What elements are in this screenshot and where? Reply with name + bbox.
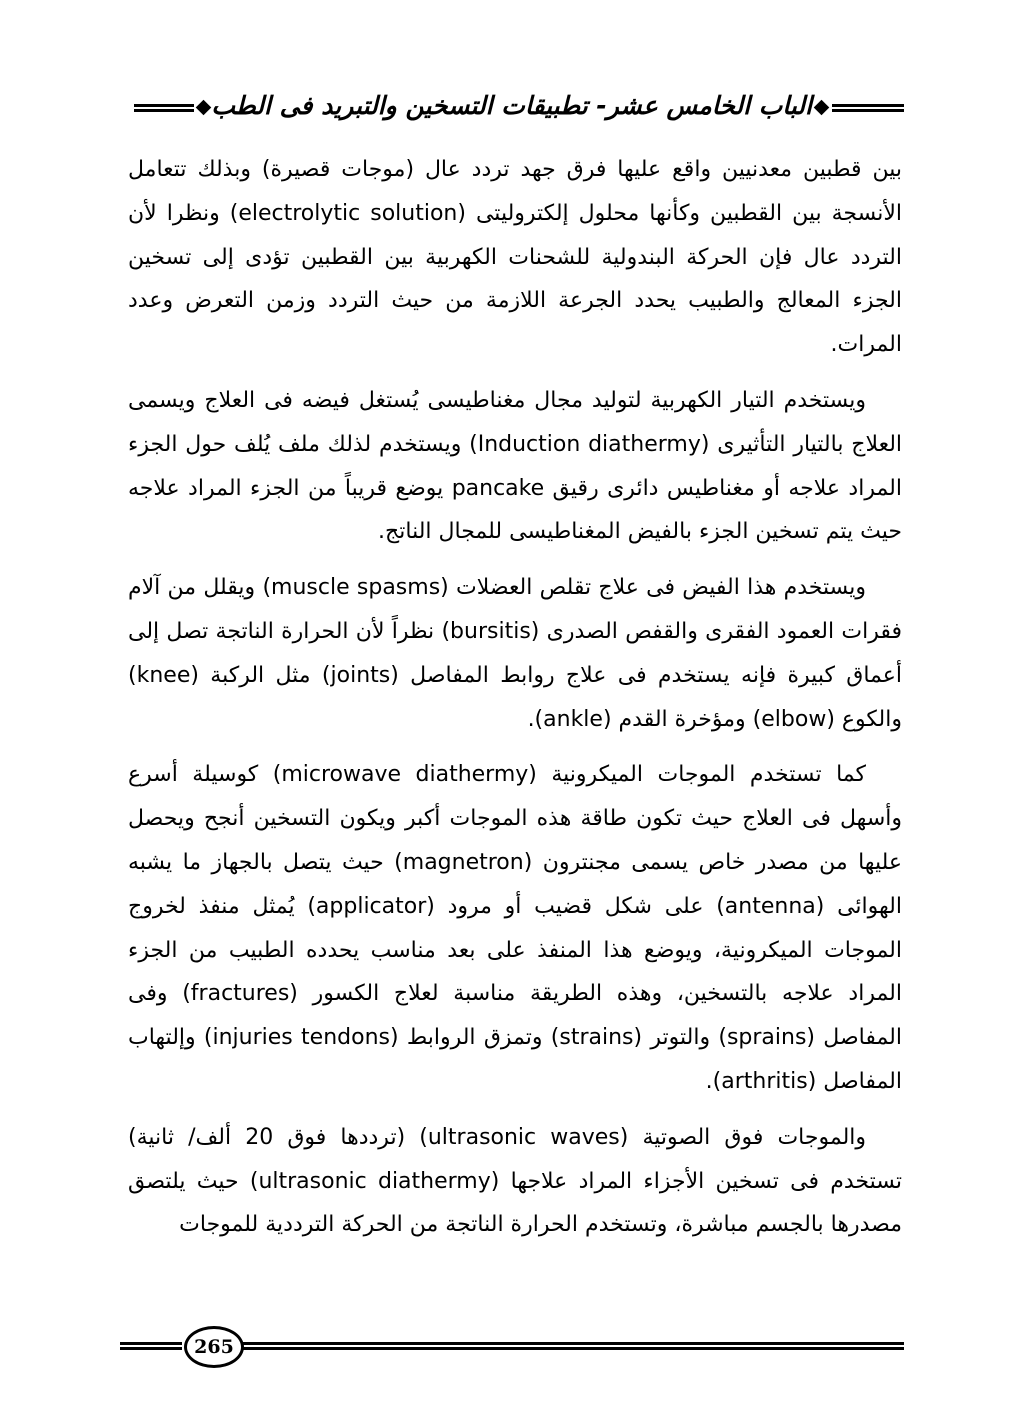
footer-rule-left [120,1342,182,1350]
header-diamond-right [814,100,830,116]
page-footer [120,1326,910,1376]
paragraph: ويستخدم التيار الكهربية لتوليد مجال مغناطيسى يُستغل فيضه فى العلاج ويسمى العلاج بالتيار التأثيرى (Induction diathermy) ويستخدم لذلك ملف يُلف حول الجزء المراد علاجه أو مغناطيس دائرى رقيق pancake يوضع قريباً من الجزء المراد علاجه حيث يتم تسخين الجزء بالفيض المغناطيسى للمجال الناتج. [128,387,903,545]
footer-rule-right [242,1342,904,1350]
header-rule-left [134,104,194,112]
paragraph: والموجات فوق الصوتية (ultrasonic waves) (ترددها فوق 20 ألف/ ثانية) تستخدم فى تسخين الأجزاء المراد علاجها (ultrasonic diathermy) حيث يلتصق مصدرها بالجسم مباشرة، وتستخدم الحرارة الناتجة من الحركة الترددية للموجات [128,1124,903,1238]
page-number: 265 [184,1326,244,1368]
paragraph: ويستخدم هذا الفيض فى علاج تقلص العضلات (muscle spasms) ويقلل من آلام فقرات العمود الفقرى والقفص الصدرى (bursitis) نظراً لأن الحرارة الناتجة تصل إلى أعماق كبيرة فإنه يستخدم فى علاج روابط المفاصل (joints) مثل الركبة (knee) والكوع (elbow) ومؤخرة القدم (ankle). [128,575,903,732]
paragraph: كما تستخدم الموجات الميكرونية (microwave diathermy) كوسيلة أسرع وأسهل فى العلاج حيث تكون طاقة هذه الموجات أكبر ويكون التسخين أنجح ويحصل عليها من مصدر خاص يسمى مجنترون (magnetron) حيث يتصل بالجهاز ما يشبه الهوائى (antenna) على شكل قضيب أو مرود (applicator) يُمثل منفذ لخروج الموجات الميكرونية، ويوضع هذا المنفذ على بعد مناسب يحدده الطبيب من الجزء المراد علاجه بالتسخين، وهذه الطريقة مناسبة لعلاج الكسور (fractures) وفى المفاصل (sprains) والتوتر (strains) وتمزق الروابط (injuries tendons) وإلتهاب المفاصل (arthritis). [128,762,903,1094]
body-text [128,148,902,1259]
paragraph: بين قطبين معدنيين واقع عليها فرق جهد تردد عال (موجات قصيرة) وبذلك تتعامل الأنسجة بين القطبين وكأنها محلول إلكتروليتى (electrolytic solution) ونظرا لأن التردد عال فإن الحركة البندولية للشحنات الكهربية بين القطبين تؤدى إلى تسخين الجزء المعالج والطبيب يحدد الجرعة اللازمة من حيث التردد وزمن التعرض وعدد المرات. [128,157,902,358]
chapter-title: الباب الخامس عشر- تطبيقات التسخين والتبريد فى الطب [211,91,812,120]
header-diamond-left [196,100,212,116]
page-header [120,86,904,130]
header-rule-right [832,104,904,112]
